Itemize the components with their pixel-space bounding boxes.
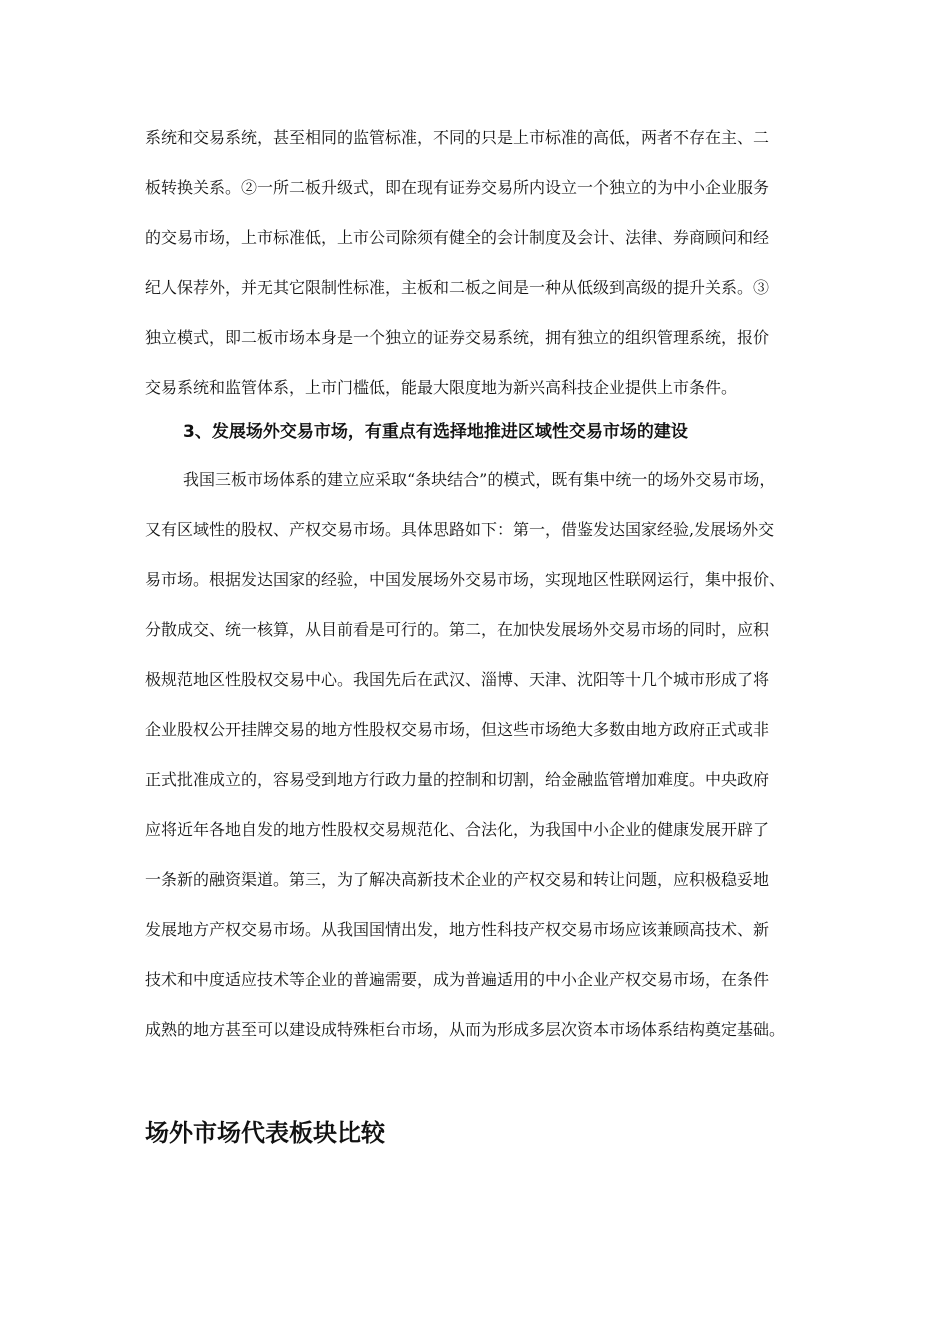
paragraph-2-line-11: 技术和中度适应技术等企业的普遍需要，成为普遍适用的中小企业产权交易市场，在条件 [145,970,770,989]
paragraph-2-line-9: 一条新的融资渠道。第三，为了解决高新技术企业的产权交易和转让问题，应积极稳妥地 [145,870,770,889]
paragraph-1-line-1: 系统和交易系统，甚至相同的监管标准，不同的只是上市标准的高低，两者不存在主、二 [145,128,770,147]
paragraph-2-line-2: 又有区域性的股权、产权交易市场。具体思路如下：第一，借鉴发达国家经验,发展场外交 [145,520,775,539]
paragraph-2-line-12: 成熟的地方甚至可以建设成特殊柜台市场，从而为形成多层次资本市场体系结构奠定基础。 [145,1020,786,1039]
paragraph-2-line-7: 正式批准成立的，容易受到地方行政力量的控制和切割，给金融监管增加难度。中央政府 [145,770,770,789]
paragraph-1-line-2: 板转换关系。②一所二板升级式，即在现有证券交易所内设立一个独立的为中小企业服务 [145,178,770,197]
paragraph-1-line-4: 纪人保荐外，并无其它限制性标准，主板和二板之间是一种从低级到高级的提升关系。③ [145,278,770,297]
paragraph-2-line-5: 极规范地区性股权交易中心。我国先后在武汉、淄博、天津、沈阳等十几个城市形成了将 [145,670,770,689]
paragraph-2-line-1: 我国三板市场体系的建立应采取“条块结合”的模式，既有集中统一的场外交易市场， [183,470,776,489]
paragraph-2-line-8: 应将近年各地自发的地方性股权交易规范化、合法化，为我国中小企业的健康发展开辟了 [145,820,770,839]
section-heading: 场外市场代表板块比较 [145,1119,385,1147]
paragraph-1-line-5: 独立模式，即二板市场本身是一个独立的证券交易系统，拥有独立的组织管理系统，报价 [145,328,770,347]
sub-heading-3: 3、发展场外交易市场，有重点有选择地推进区域性交易市场的建设 [183,422,688,442]
paragraph-2-line-4: 分散成交、统一核算，从目前看是可行的。第二，在加快发展场外交易市场的同时，应积 [145,620,770,639]
paragraph-2-line-6: 企业股权公开挂牌交易的地方性股权交易市场，但这些市场绝大多数由地方政府正式或非 [145,720,770,739]
paragraph-2-line-10: 发展地方产权交易市场。从我国国情出发，地方性科技产权交易市场应该兼顾高技术、新 [145,920,770,939]
paragraph-1-line-3: 的交易市场，上市标准低，上市公司除须有健全的会计制度及会计、法律、券商顾问和经 [145,228,770,247]
paragraph-2-line-3: 易市场。根据发达国家的经验，中国发展场外交易市场，实现地区性联网运行，集中报价、 [145,570,786,589]
paragraph-1-line-6: 交易系统和监管体系，上市门槛低，能最大限度地为新兴高科技企业提供上市条件。 [145,378,738,397]
